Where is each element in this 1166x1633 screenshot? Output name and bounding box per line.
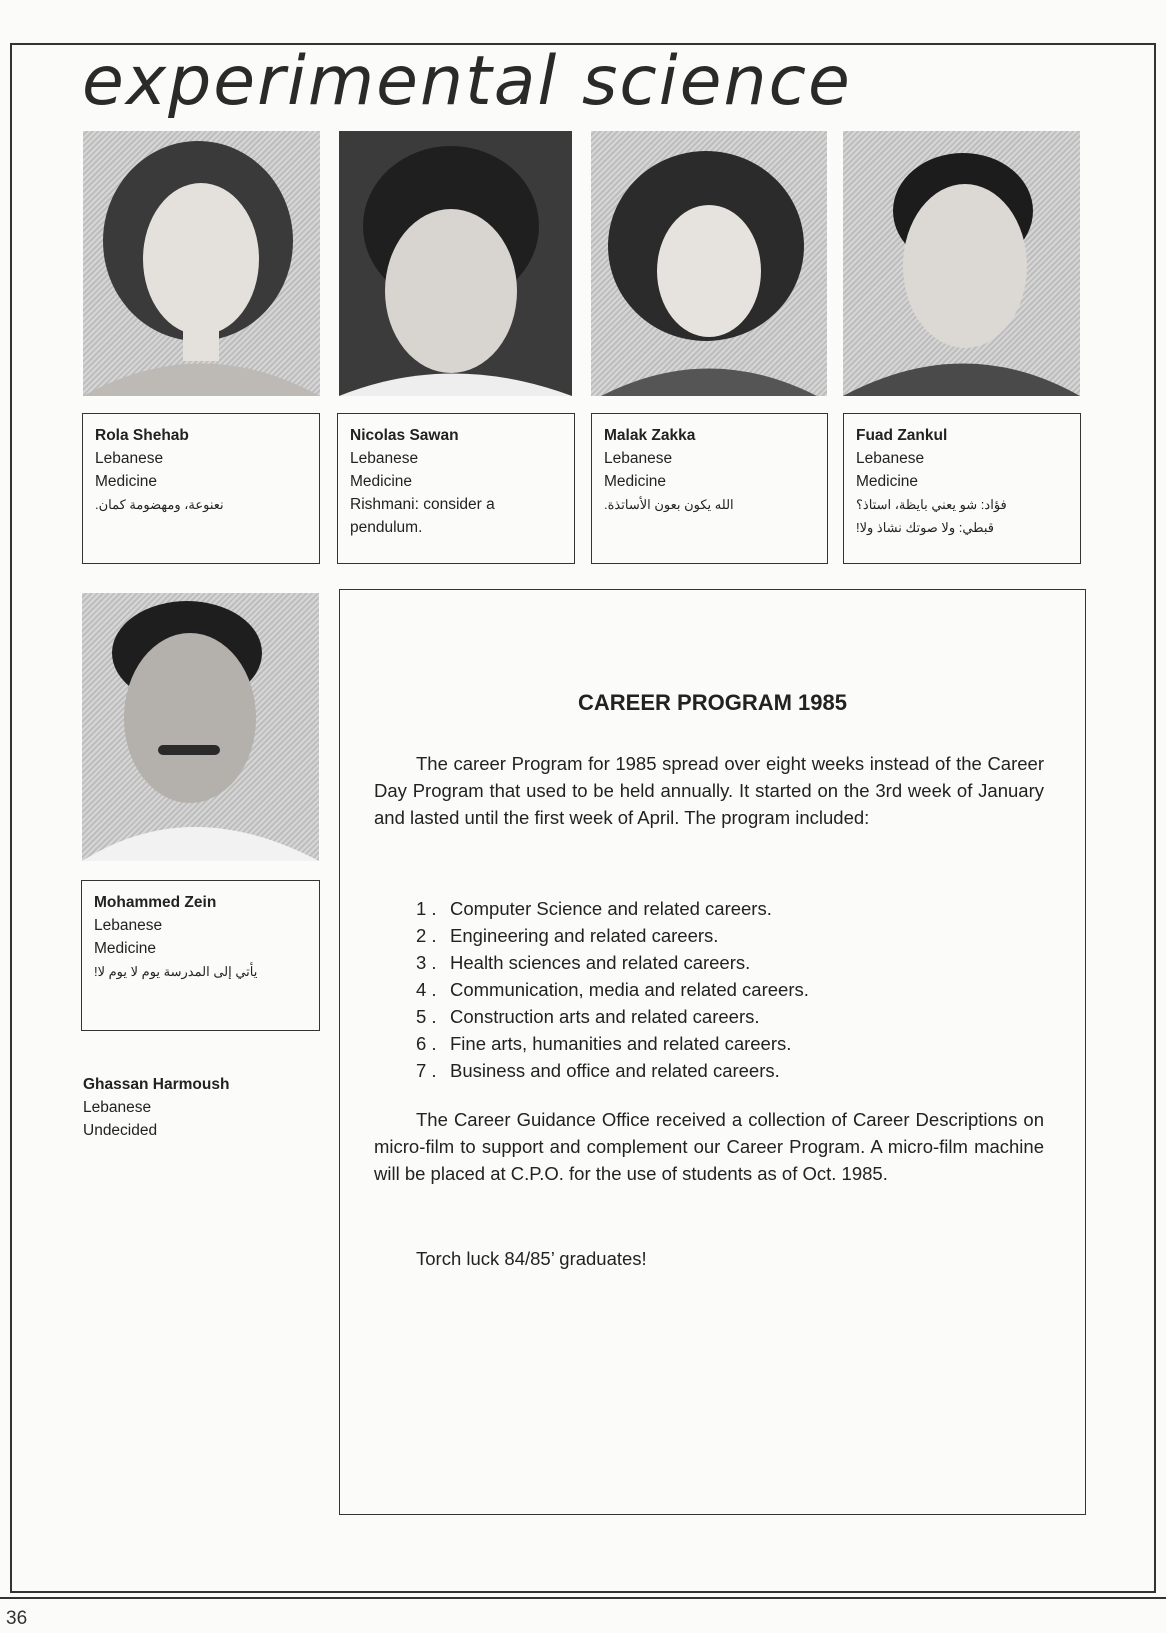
list-item: 2 . Engineering and related careers. xyxy=(416,925,719,946)
list-item: 5 . Construction arts and related careers. xyxy=(416,1006,760,1027)
student-card-nicolas-sawan xyxy=(337,413,575,564)
student-name: Rola Shehab xyxy=(95,427,189,444)
student-card-mohammed-zein xyxy=(81,880,320,1031)
list-item: 4 . Communication, media and related careers. xyxy=(416,979,809,1000)
student-nationality: Lebanese xyxy=(94,917,163,934)
page-title: experimental science xyxy=(82,42,852,121)
portrait-photo-mohammed-zein xyxy=(82,593,319,861)
list-item: 1 . Computer Science and related careers. xyxy=(416,898,772,919)
student-nationality: Lebanese xyxy=(83,1099,152,1116)
list-item: 6 . Fine arts, humanities and related careers. xyxy=(416,1033,792,1054)
portrait-photo-fuad-zankul xyxy=(843,131,1080,396)
article-intro: The career Program for 1985 spread over eight weeks instead of the Career Day Program that used to be held annually. It started on the 3rd week of January and lasted until the first week of April. The program included: xyxy=(374,753,1044,828)
list-item: 3 . Health sciences and related careers. xyxy=(416,952,751,973)
student-quote: الله يكون بعون الأساتذة. xyxy=(604,497,734,512)
student-name: Fuad Zankul xyxy=(856,427,948,444)
student-card-rola-shehab xyxy=(82,413,320,564)
student-quote: فؤاد: شو يعني بايظة، استاذ؟ xyxy=(856,497,1007,512)
student-name: Malak Zakka xyxy=(604,427,696,444)
student-quote: نعنوعة، ومهضومة كمان. xyxy=(95,497,224,512)
student-quote-second-line: قبطي: ولا صوتك نشاذ ولا! xyxy=(856,520,994,535)
student-major: Medicine xyxy=(94,940,157,957)
student-nationality: Lebanese xyxy=(856,450,925,467)
portrait-photo-nicolas-sawan xyxy=(339,131,572,396)
list-item: 7 . Business and office and related careers. xyxy=(416,1060,780,1081)
student-name: Nicolas Sawan xyxy=(350,427,459,444)
career-program-article xyxy=(339,589,1086,1515)
career-list xyxy=(416,895,809,1084)
page-number: 36 xyxy=(6,1608,28,1629)
student-major: Medicine xyxy=(95,473,158,490)
bottom-rule xyxy=(0,1597,1166,1599)
student-major: Medicine xyxy=(604,473,667,490)
student-quote: يأتي إلى المدرسة يوم لا يوم لا! xyxy=(94,964,258,979)
student-card-malak-zakka xyxy=(591,413,828,564)
article-closing: The Career Guidance Office received a collection of Career Descriptions on micro-film to support and complement our Career Program. A micro-film machine will be placed at C.P.O. for the use of students as of Oct. 1985. xyxy=(374,1109,1044,1184)
article-signoff: Torch luck 84/85’ graduates! xyxy=(416,1248,647,1269)
student-major: Undecided xyxy=(83,1122,158,1139)
portrait-photo-rola-shehab xyxy=(83,131,320,396)
student-name: Ghassan Harmoush xyxy=(83,1076,230,1093)
student-nationality: Lebanese xyxy=(350,450,419,467)
article-title: CAREER PROGRAM 1985 xyxy=(578,690,847,715)
student-card-fuad-zankul xyxy=(843,413,1081,564)
student-name: Mohammed Zein xyxy=(94,894,217,911)
student-major: Medicine xyxy=(856,473,919,490)
student-quote: Rishmani: consider a pendulum. xyxy=(350,496,495,536)
student-nationality: Lebanese xyxy=(604,450,673,467)
student-nationality: Lebanese xyxy=(95,450,164,467)
student-major: Medicine xyxy=(350,473,413,490)
student-card-ghassan-harmoush xyxy=(83,1073,229,1142)
portrait-photo-malak-zakka xyxy=(591,131,827,396)
